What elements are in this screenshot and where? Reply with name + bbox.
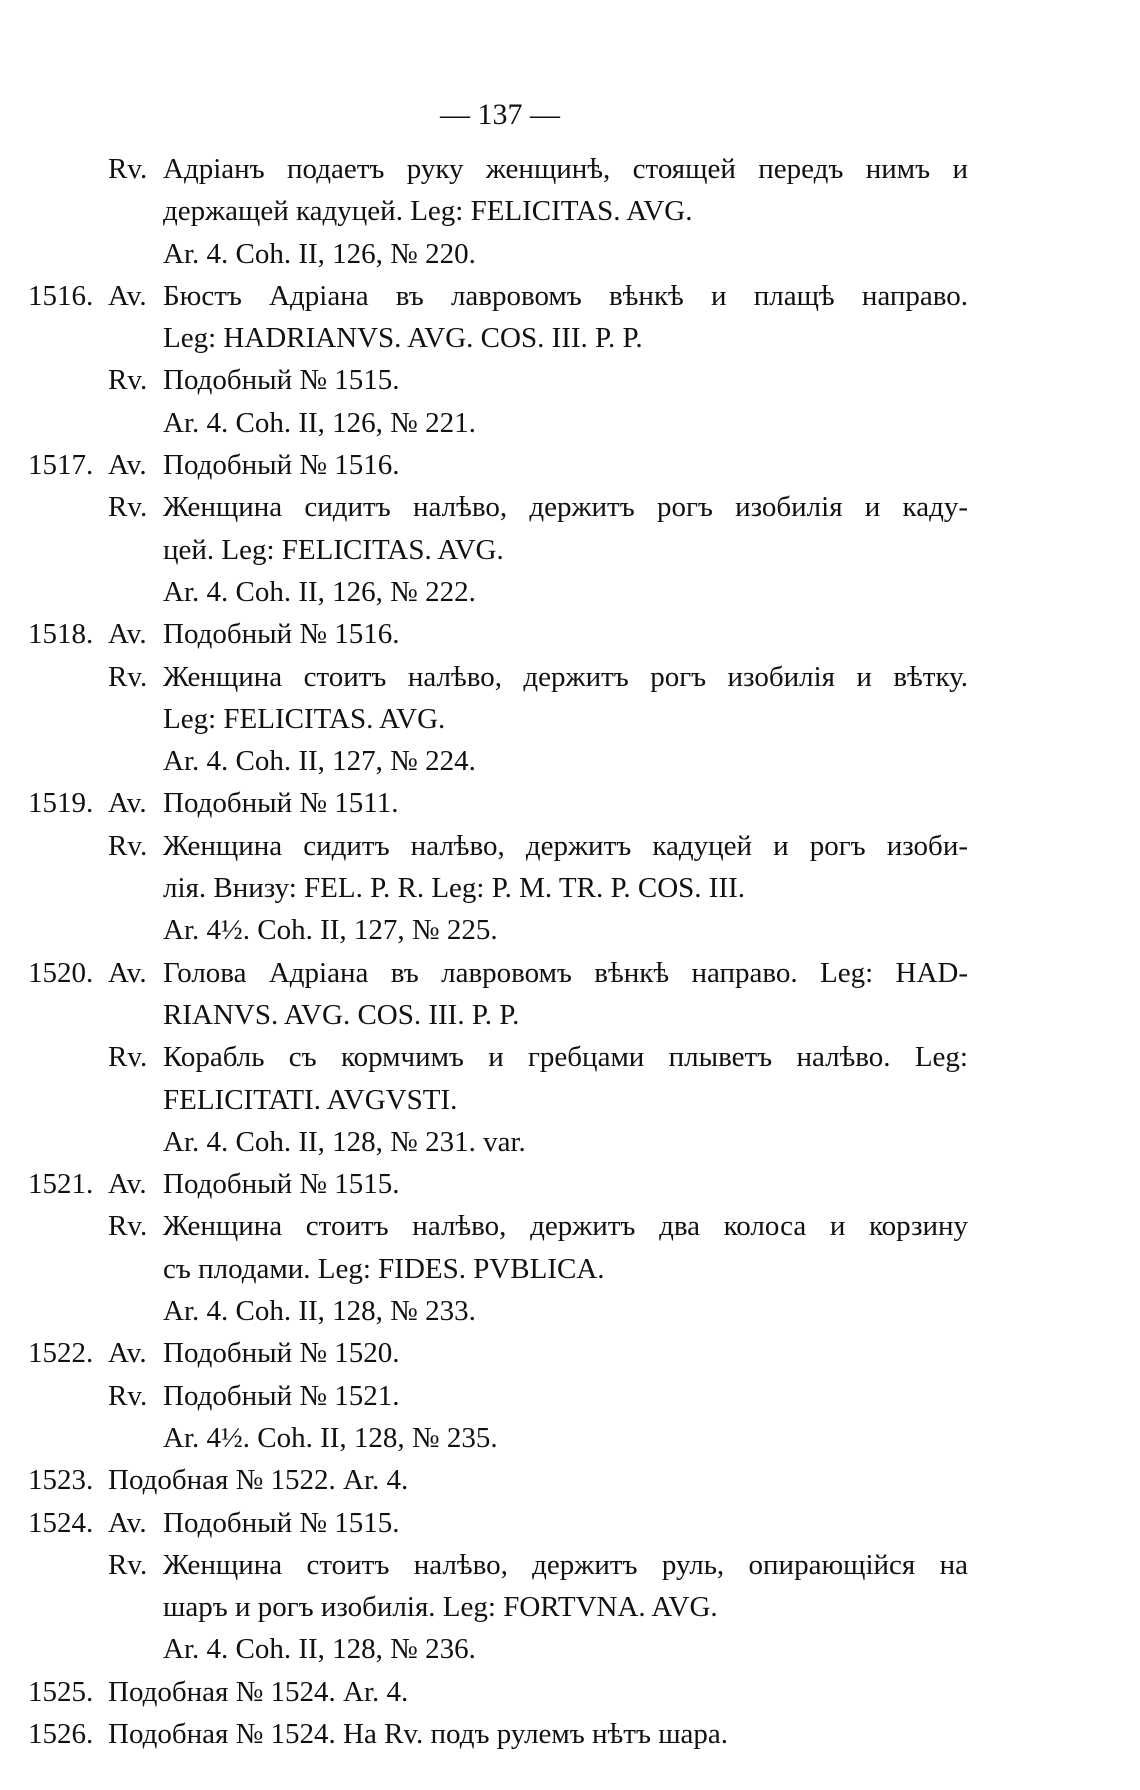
entry-line (28, 825, 968, 867)
entry-line (28, 1459, 968, 1501)
entry-text: Подобный № 1515. (163, 1506, 400, 1539)
entry-text: Ar. 4. Coh. II, 127, № 224. (163, 745, 476, 778)
entry-line (28, 1036, 968, 1078)
entry-line (28, 233, 968, 275)
side-label: Rv. (108, 1548, 148, 1581)
page-number: — 137 — (440, 98, 560, 131)
entry-line (28, 867, 968, 909)
side-label: Rv. (108, 829, 148, 862)
catalog-entry (28, 952, 968, 1163)
entry-line (28, 952, 968, 994)
entry-text: съ плодами. Leg: FIDES. PVBLICA. (163, 1252, 605, 1285)
catalog-entry (28, 275, 968, 444)
entry-line (28, 994, 968, 1036)
entry-line (28, 529, 968, 571)
entry-text: Подобный № 1516. (163, 618, 400, 651)
side-label: Av. (108, 1506, 147, 1539)
catalog-entry (28, 444, 968, 613)
side-label: Av. (108, 1168, 147, 1201)
side-label: Av. (108, 449, 147, 482)
entry-text: Женщина сидитъ налѣво, держитъ кадуцей и рогъ изоби- (163, 829, 968, 862)
entry-number: 1523. (28, 1464, 94, 1497)
entry-text: Ar. 4. Coh. II, 128, № 236. (163, 1633, 476, 1666)
catalog-entry (28, 1713, 968, 1755)
entry-text: Подобный № 1516. (163, 449, 400, 482)
catalog-entry (28, 1459, 968, 1501)
entry-line (28, 486, 968, 528)
entry-text: Подобный № 1515. (163, 364, 400, 397)
side-label: Av. (108, 787, 147, 820)
entry-text: Ar. 4. Coh. II, 126, № 221. (163, 406, 476, 439)
entry-line (28, 148, 968, 190)
catalog-entry (28, 1502, 968, 1671)
entry-line (28, 317, 968, 359)
entry-text: Адріанъ подаетъ руку женщинѣ, стоящей передъ нимъ и (163, 153, 968, 185)
entry-line (28, 571, 968, 613)
side-label: Av. (108, 1337, 147, 1370)
entry-line (28, 1628, 968, 1670)
entry-text: Подобная № 1524. Ar. 4. (108, 1675, 409, 1708)
side-label: Rv. (108, 491, 148, 524)
catalog-entry (28, 782, 968, 951)
entry-text: Ar. 4½. Coh. II, 127, № 225. (163, 914, 498, 947)
entry-text: цей. Leg: FELICITAS. AVG. (163, 533, 504, 566)
side-label: Rv. (108, 364, 148, 397)
entry-number: 1517. (28, 449, 94, 482)
catalog-entries (28, 148, 968, 1755)
entry-text: Ar. 4. Coh. II, 128, № 233. (163, 1295, 476, 1328)
catalog-entry (28, 1332, 968, 1459)
entry-line (28, 1205, 968, 1247)
entry-text: лія. Внизу: FEL. P. R. Leg: P. M. TR. P. COS. III. (163, 872, 746, 905)
entry-line (28, 740, 968, 782)
entry-text: FELICITATI. AVGVSTI. (163, 1083, 458, 1116)
entry-text: Ar. 4½. Coh. II, 128, № 235. (163, 1421, 498, 1454)
entry-number: 1526. (28, 1717, 94, 1750)
entry-line (28, 613, 968, 655)
side-label: Rv. (108, 1210, 148, 1243)
catalog-entry (28, 1163, 968, 1332)
entry-text: Подобный № 1515. (163, 1168, 400, 1201)
entry-number: 1520. (28, 956, 94, 989)
entry-line (28, 1121, 968, 1163)
side-label: Rv. (108, 153, 148, 185)
entry-text: Leg: FELICITAS. AVG. (163, 702, 446, 735)
entry-line (28, 359, 968, 401)
entry-text: Бюстъ Адріана въ лавровомъ вѣнкѣ и плащѣ направо. (163, 279, 968, 312)
entry-line (28, 1586, 968, 1628)
entry-number: 1522. (28, 1337, 94, 1370)
entry-text: Подобный № 1521. (163, 1379, 400, 1412)
entry-number: 1525. (28, 1675, 94, 1708)
entry-number: 1521. (28, 1168, 94, 1201)
catalog-entry (28, 1671, 968, 1713)
entry-text: RIANVS. AVG. COS. III. P. P. (163, 998, 520, 1031)
entry-line (28, 1163, 968, 1205)
entry-line (28, 190, 968, 232)
entry-line (28, 1544, 968, 1586)
entry-text: Женщина стоитъ налѣво, держитъ рогъ изобилія и вѣтку. (163, 660, 968, 693)
entry-line (28, 402, 968, 444)
entry-number: 1518. (28, 618, 94, 651)
entry-text: Подобный № 1520. (163, 1337, 400, 1370)
entry-text: Голова Адріана въ лавровомъ вѣнкѣ направо. Leg: HAD- (163, 956, 968, 989)
side-label: Rv. (108, 1379, 148, 1412)
entry-text: шаръ и рогъ изобилія. Leg: FORTVNA. AVG. (163, 1591, 718, 1624)
entry-text: Ar. 4. Coh. II, 128, № 231. var. (163, 1125, 526, 1158)
entry-number: 1524. (28, 1506, 94, 1539)
entry-line (28, 656, 968, 698)
entry-line (28, 1671, 968, 1713)
entry-text: Подобная № 1522. Ar. 4. (108, 1464, 409, 1497)
entry-text: Женщина стоитъ налѣво, держитъ руль, опирающійся на (163, 1548, 968, 1581)
side-label: Rv. (108, 1041, 148, 1074)
entry-line (28, 698, 968, 740)
entry-text: Женщина стоитъ налѣво, держитъ два колоса и корзину (163, 1210, 968, 1243)
catalog-entry (28, 148, 968, 275)
entry-line (28, 1375, 968, 1417)
entry-number: 1519. (28, 787, 94, 820)
entry-line (28, 1248, 968, 1290)
entry-text: Корабль съ кормчимъ и гребцами плыветъ налѣво. Leg: (163, 1041, 968, 1074)
side-label: Av. (108, 618, 147, 651)
entry-line (28, 275, 968, 317)
entry-text: держащей кадуцей. Leg: FELICITAS. AVG. (163, 195, 693, 228)
entry-line (28, 1079, 968, 1121)
entry-text: Ar. 4. Coh. II, 126, № 220. (163, 237, 476, 270)
entry-line (28, 1290, 968, 1332)
side-label: Rv. (108, 660, 148, 693)
entry-text: Ar. 4. Coh. II, 126, № 222. (163, 575, 476, 608)
entry-line (28, 1713, 968, 1755)
side-label: Av. (108, 279, 147, 312)
entry-text: Подобный № 1511. (163, 787, 399, 820)
entry-line (28, 1502, 968, 1544)
catalog-entry (28, 613, 968, 782)
entry-number: 1516. (28, 279, 94, 312)
entry-line (28, 782, 968, 824)
entry-line (28, 909, 968, 951)
entry-text: Женщина сидитъ налѣво, держитъ рогъ изобилія и каду- (163, 491, 968, 524)
entry-text: Подобная № 1524. На Rv. подъ рулемъ нѣтъ шара. (108, 1717, 729, 1750)
entry-line (28, 1332, 968, 1374)
entry-text: Leg: HADRIANVS. AVG. COS. III. P. P. (163, 322, 643, 355)
entry-line (28, 444, 968, 486)
side-label: Av. (108, 956, 147, 989)
entry-line (28, 1417, 968, 1459)
